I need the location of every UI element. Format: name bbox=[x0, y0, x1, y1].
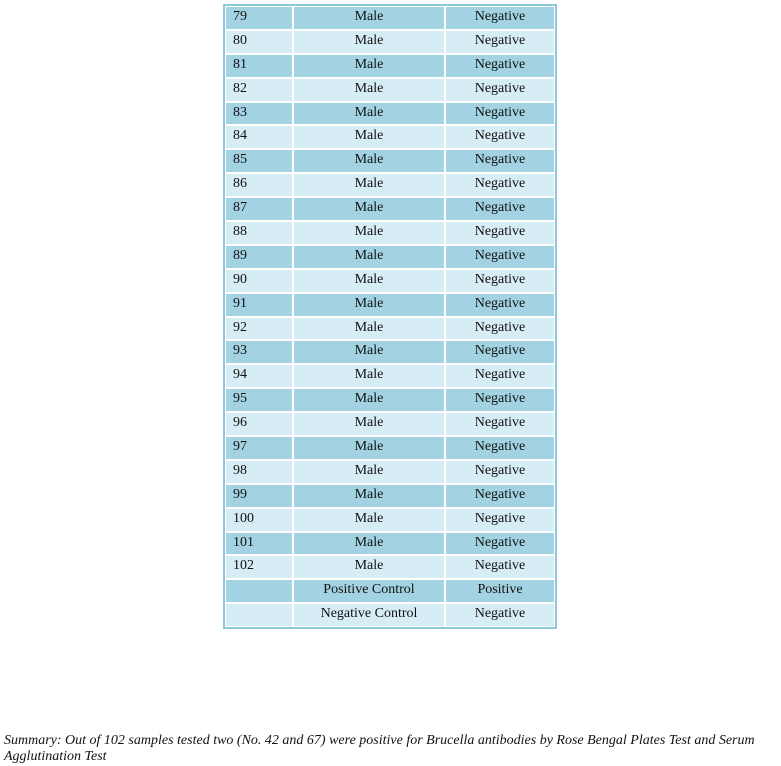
sample-number-cell: 81 bbox=[225, 54, 293, 78]
result-cell: Negative bbox=[445, 78, 555, 102]
sample-number-cell bbox=[225, 579, 293, 603]
sex-cell: Negative Control bbox=[293, 603, 445, 627]
sample-number-cell: 100 bbox=[225, 508, 293, 532]
result-cell: Negative bbox=[445, 460, 555, 484]
sex-cell: Male bbox=[293, 102, 445, 126]
sex-cell: Male bbox=[293, 484, 445, 508]
results-table bbox=[223, 4, 557, 629]
result-cell: Negative bbox=[445, 125, 555, 149]
table-row bbox=[225, 221, 555, 245]
result-cell: Negative bbox=[445, 197, 555, 221]
sex-cell: Male bbox=[293, 340, 445, 364]
sex-cell: Male bbox=[293, 30, 445, 54]
sample-number-cell: 99 bbox=[225, 484, 293, 508]
result-cell: Negative bbox=[445, 484, 555, 508]
sex-cell: Male bbox=[293, 293, 445, 317]
sample-number-cell: 96 bbox=[225, 412, 293, 436]
sex-cell: Male bbox=[293, 436, 445, 460]
sex-cell: Male bbox=[293, 555, 445, 579]
sex-cell: Male bbox=[293, 197, 445, 221]
sample-number-cell: 97 bbox=[225, 436, 293, 460]
table-row bbox=[225, 173, 555, 197]
sex-cell: Male bbox=[293, 317, 445, 341]
table-row bbox=[225, 6, 555, 30]
table-row bbox=[225, 460, 555, 484]
table-row bbox=[225, 30, 555, 54]
table-row bbox=[225, 364, 555, 388]
sex-cell: Male bbox=[293, 54, 445, 78]
sex-cell: Male bbox=[293, 412, 445, 436]
sample-number-cell: 89 bbox=[225, 245, 293, 269]
sample-number-cell: 92 bbox=[225, 317, 293, 341]
result-cell: Negative bbox=[445, 412, 555, 436]
sex-cell: Male bbox=[293, 460, 445, 484]
table-row bbox=[225, 340, 555, 364]
sample-number-cell: 88 bbox=[225, 221, 293, 245]
sample-number-cell: 82 bbox=[225, 78, 293, 102]
sample-number-cell bbox=[225, 603, 293, 627]
result-cell: Negative bbox=[445, 269, 555, 293]
sex-cell: Male bbox=[293, 125, 445, 149]
sample-number-cell: 91 bbox=[225, 293, 293, 317]
result-cell: Negative bbox=[445, 364, 555, 388]
sex-cell: Male bbox=[293, 388, 445, 412]
sample-number-cell: 80 bbox=[225, 30, 293, 54]
sex-cell: Positive Control bbox=[293, 579, 445, 603]
sample-number-cell: 98 bbox=[225, 460, 293, 484]
sample-number-cell: 79 bbox=[225, 6, 293, 30]
sample-number-cell: 84 bbox=[225, 125, 293, 149]
sample-number-cell: 94 bbox=[225, 364, 293, 388]
table-row bbox=[225, 293, 555, 317]
sex-cell: Male bbox=[293, 364, 445, 388]
table-row bbox=[225, 317, 555, 341]
table-row bbox=[225, 78, 555, 102]
result-cell: Negative bbox=[445, 293, 555, 317]
table-row bbox=[225, 388, 555, 412]
sex-cell: Male bbox=[293, 221, 445, 245]
sex-cell: Male bbox=[293, 149, 445, 173]
table-row bbox=[225, 579, 555, 603]
summary-text: Summary: Out of 102 samples tested two (No. 42 and 67) were positive for Brucella antibodies by Rose Bengal Plates Test and Serum Agglutination Test bbox=[4, 733, 755, 764]
table-row bbox=[225, 125, 555, 149]
result-cell: Negative bbox=[445, 388, 555, 412]
result-cell: Negative bbox=[445, 221, 555, 245]
sex-cell: Male bbox=[293, 245, 445, 269]
table-row bbox=[225, 245, 555, 269]
sex-cell: Male bbox=[293, 173, 445, 197]
result-cell: Negative bbox=[445, 340, 555, 364]
result-cell: Negative bbox=[445, 149, 555, 173]
table-row bbox=[225, 555, 555, 579]
table-row bbox=[225, 412, 555, 436]
table-row bbox=[225, 269, 555, 293]
result-cell: Negative bbox=[445, 102, 555, 126]
results-table-container bbox=[223, 4, 557, 629]
result-cell: Positive bbox=[445, 579, 555, 603]
sex-cell: Male bbox=[293, 78, 445, 102]
result-cell: Negative bbox=[445, 436, 555, 460]
sex-cell: Male bbox=[293, 532, 445, 556]
table-row bbox=[225, 436, 555, 460]
table-row bbox=[225, 484, 555, 508]
result-cell: Negative bbox=[445, 30, 555, 54]
sample-number-cell: 95 bbox=[225, 388, 293, 412]
table-row bbox=[225, 54, 555, 78]
sample-number-cell: 90 bbox=[225, 269, 293, 293]
sample-number-cell: 83 bbox=[225, 102, 293, 126]
result-cell: Negative bbox=[445, 555, 555, 579]
table-row bbox=[225, 102, 555, 126]
sample-number-cell: 102 bbox=[225, 555, 293, 579]
sample-number-cell: 93 bbox=[225, 340, 293, 364]
result-cell: Negative bbox=[445, 603, 555, 627]
sex-cell: Male bbox=[293, 508, 445, 532]
sex-cell: Male bbox=[293, 6, 445, 30]
sample-number-cell: 101 bbox=[225, 532, 293, 556]
result-cell: Negative bbox=[445, 508, 555, 532]
table-row bbox=[225, 149, 555, 173]
table-row bbox=[225, 603, 555, 627]
results-table-body bbox=[225, 6, 555, 627]
result-cell: Negative bbox=[445, 54, 555, 78]
result-cell: Negative bbox=[445, 245, 555, 269]
sample-number-cell: 87 bbox=[225, 197, 293, 221]
table-row bbox=[225, 508, 555, 532]
table-row bbox=[225, 197, 555, 221]
result-cell: Negative bbox=[445, 173, 555, 197]
table-row bbox=[225, 532, 555, 556]
result-cell: Negative bbox=[445, 532, 555, 556]
result-cell: Negative bbox=[445, 6, 555, 30]
sample-number-cell: 85 bbox=[225, 149, 293, 173]
sex-cell: Male bbox=[293, 269, 445, 293]
result-cell: Negative bbox=[445, 317, 555, 341]
sample-number-cell: 86 bbox=[225, 173, 293, 197]
